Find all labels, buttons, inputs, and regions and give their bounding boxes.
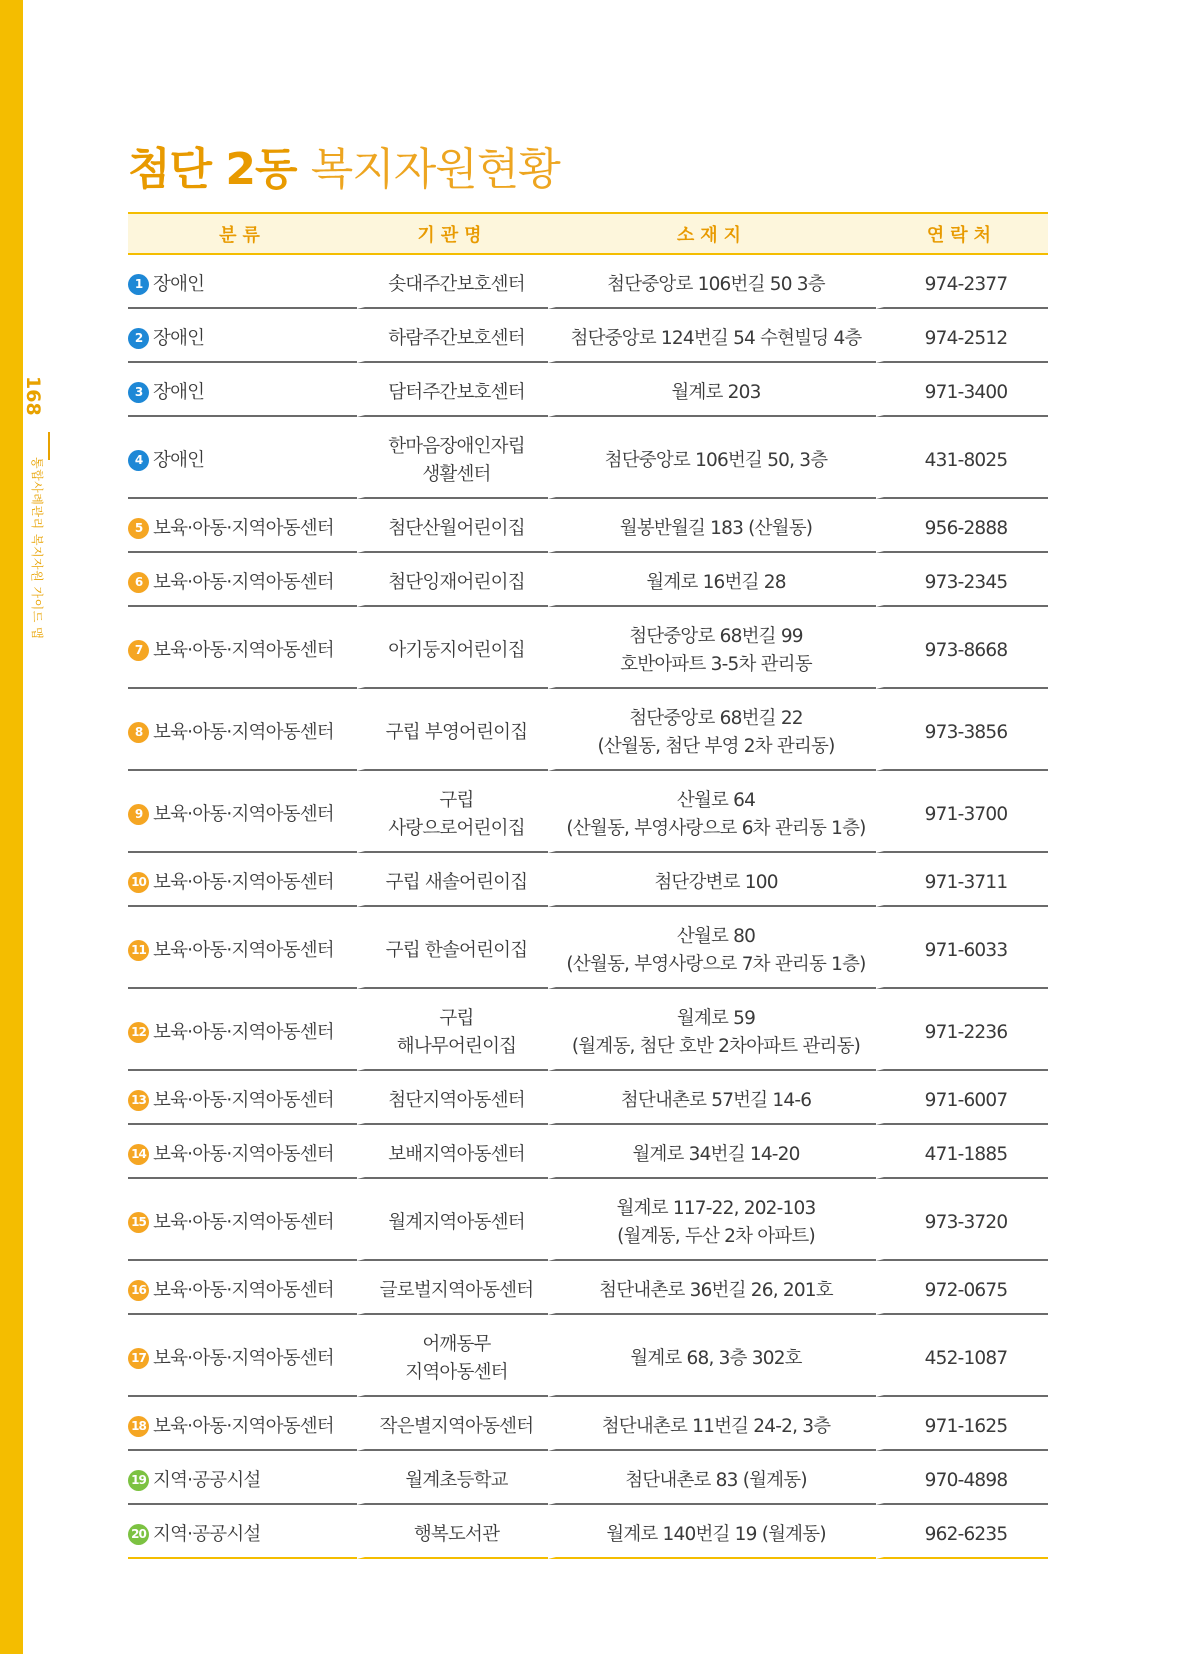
contact-cell: 971-2236 bbox=[876, 989, 1048, 1071]
edge-color-bar bbox=[0, 0, 23, 1654]
address-cell bbox=[548, 255, 876, 309]
row-number-badge: 3 bbox=[128, 382, 149, 403]
address-line: 첨단중앙로 68번길 99 bbox=[629, 626, 803, 647]
category-cell bbox=[128, 1071, 357, 1125]
address-cell bbox=[548, 553, 876, 607]
institution-name-line: 글로벌지역아동센터 bbox=[379, 1280, 534, 1301]
category-cell bbox=[128, 309, 357, 363]
address-line: 첨단내촌로 83 (월계동) bbox=[625, 1470, 807, 1491]
address-line: 첨단내촌로 11번길 24-2, 3층 bbox=[601, 1416, 831, 1437]
row-number-badge: 2 bbox=[128, 328, 149, 349]
table-body bbox=[128, 255, 1048, 1559]
address-line: (산월동, 부영사랑으로 6차 관리동 1층) bbox=[566, 818, 866, 839]
institution-cell bbox=[357, 853, 548, 907]
institution-cell bbox=[357, 309, 548, 363]
category-label: 보육·아동·지역아동센터 bbox=[153, 1280, 334, 1301]
address-line: 월계로 117-22, 202-103 bbox=[616, 1198, 816, 1219]
welfare-resource-table bbox=[128, 212, 1048, 1559]
institution-name-line: 솟대주간보호센터 bbox=[388, 274, 525, 295]
resource-table-container bbox=[128, 212, 1048, 1559]
institution-cell bbox=[357, 1261, 548, 1315]
institution-name-line: 해나무어린이집 bbox=[396, 1036, 517, 1057]
category-cell bbox=[128, 907, 357, 989]
category-label: 지역·공공시설 bbox=[153, 1470, 261, 1491]
category-cell bbox=[128, 689, 357, 771]
institution-cell bbox=[357, 1179, 548, 1261]
institution-cell bbox=[357, 363, 548, 417]
institution-cell bbox=[357, 1505, 548, 1559]
row-number-badge: 7 bbox=[128, 640, 149, 661]
category-cell bbox=[128, 417, 357, 499]
category-cell bbox=[128, 1179, 357, 1261]
institution-cell bbox=[357, 607, 548, 689]
table-row bbox=[128, 1261, 1048, 1315]
address-line: 월계로 68, 3층 302호 bbox=[630, 1348, 802, 1369]
institution-cell bbox=[357, 499, 548, 553]
category-cell bbox=[128, 1261, 357, 1315]
institution-cell bbox=[357, 771, 548, 853]
institution-name-line: 지역아동센터 bbox=[405, 1362, 508, 1383]
row-number-badge: 13 bbox=[128, 1090, 149, 1111]
institution-name-line: 사랑으로어린이집 bbox=[388, 818, 525, 839]
address-line: (월계동, 두산 2차 아파트) bbox=[617, 1226, 815, 1247]
address-line: 첨단중앙로 124번길 54 수현빌딩 4층 bbox=[570, 328, 862, 349]
institution-name-line: 행복도서관 bbox=[413, 1524, 500, 1545]
category-label: 보육·아동·지역아동센터 bbox=[153, 940, 334, 961]
institution-name-line: 생활센터 bbox=[422, 464, 491, 485]
address-cell bbox=[548, 1179, 876, 1261]
contact-cell: 973-3856 bbox=[876, 689, 1048, 771]
table-row bbox=[128, 989, 1048, 1071]
address-cell bbox=[548, 1125, 876, 1179]
category-cell bbox=[128, 1397, 357, 1451]
table-row bbox=[128, 1315, 1048, 1397]
side-running-title: 통합사례관리 복지자원 가이드 맵 bbox=[30, 457, 44, 640]
table-row bbox=[128, 1179, 1048, 1261]
row-number-badge: 4 bbox=[128, 450, 149, 471]
address-cell bbox=[548, 607, 876, 689]
contact-cell: 973-3720 bbox=[876, 1179, 1048, 1261]
address-line: (산월동, 부영사랑으로 7차 관리동 1층) bbox=[566, 954, 866, 975]
address-line: 산월로 64 bbox=[676, 790, 756, 811]
row-number-badge: 15 bbox=[128, 1212, 149, 1233]
address-line: 월계로 59 bbox=[676, 1008, 756, 1029]
row-number-badge: 17 bbox=[128, 1348, 149, 1369]
row-number-badge: 1 bbox=[128, 274, 149, 295]
institution-name-line: 구립 부영어린이집 bbox=[385, 722, 528, 743]
contact-cell: 973-2345 bbox=[876, 553, 1048, 607]
category-cell bbox=[128, 363, 357, 417]
address-cell bbox=[548, 907, 876, 989]
institution-name-line: 구립 bbox=[439, 1008, 474, 1029]
header-address: 소재지 bbox=[548, 212, 876, 255]
institution-cell bbox=[357, 689, 548, 771]
page-number: 168 bbox=[22, 376, 44, 416]
address-cell bbox=[548, 1451, 876, 1505]
table-row bbox=[128, 255, 1048, 309]
row-number-badge: 8 bbox=[128, 722, 149, 743]
header-contact: 연락처 bbox=[876, 212, 1048, 255]
institution-name-line: 월계초등학교 bbox=[405, 1470, 508, 1491]
address-line: 호반아파트 3-5차 관리동 bbox=[620, 654, 812, 675]
address-line: 첨단중앙로 68번길 22 bbox=[629, 708, 803, 729]
row-number-badge: 9 bbox=[128, 804, 149, 825]
table-row bbox=[128, 1397, 1048, 1451]
contact-cell: 431-8025 bbox=[876, 417, 1048, 499]
contact-cell: 974-2512 bbox=[876, 309, 1048, 363]
institution-cell bbox=[357, 1125, 548, 1179]
address-cell bbox=[548, 1071, 876, 1125]
address-cell bbox=[548, 853, 876, 907]
row-number-badge: 6 bbox=[128, 572, 149, 593]
contact-cell: 452-1087 bbox=[876, 1315, 1048, 1397]
category-label: 보육·아동·지역아동센터 bbox=[153, 518, 334, 539]
category-cell bbox=[128, 853, 357, 907]
address-cell bbox=[548, 771, 876, 853]
row-number-badge: 12 bbox=[128, 1022, 149, 1043]
table-row bbox=[128, 1071, 1048, 1125]
address-cell bbox=[548, 309, 876, 363]
table-header-row bbox=[128, 212, 1048, 255]
row-number-badge: 18 bbox=[128, 1416, 149, 1437]
institution-cell bbox=[357, 1397, 548, 1451]
table-row bbox=[128, 907, 1048, 989]
institution-name-line: 담터주간보호센터 bbox=[388, 382, 525, 403]
table-row bbox=[128, 363, 1048, 417]
category-cell bbox=[128, 1451, 357, 1505]
header-institution: 기관명 bbox=[357, 212, 548, 255]
row-number-badge: 20 bbox=[128, 1524, 149, 1545]
row-number-badge: 10 bbox=[128, 872, 149, 893]
address-line: (산월동, 첨단 부영 2차 관리동) bbox=[597, 736, 835, 757]
address-cell bbox=[548, 1505, 876, 1559]
category-label: 장애인 bbox=[153, 328, 205, 349]
address-cell bbox=[548, 1397, 876, 1451]
category-label: 보육·아동·지역아동센터 bbox=[153, 872, 334, 893]
category-label: 보육·아동·지역아동센터 bbox=[153, 640, 334, 661]
category-label: 보육·아동·지역아동센터 bbox=[153, 722, 334, 743]
category-cell bbox=[128, 989, 357, 1071]
table-row bbox=[128, 553, 1048, 607]
row-number-badge: 5 bbox=[128, 518, 149, 539]
address-line: 월계로 16번길 28 bbox=[646, 572, 786, 593]
category-label: 장애인 bbox=[153, 450, 205, 471]
category-cell bbox=[128, 607, 357, 689]
table-row bbox=[128, 771, 1048, 853]
category-cell bbox=[128, 553, 357, 607]
page-title-light: 복지자원현황 bbox=[310, 144, 560, 195]
address-cell bbox=[548, 363, 876, 417]
category-cell bbox=[128, 771, 357, 853]
address-line: 산월로 80 bbox=[676, 926, 756, 947]
institution-cell bbox=[357, 1451, 548, 1505]
address-cell bbox=[548, 499, 876, 553]
row-number-badge: 19 bbox=[128, 1470, 149, 1491]
address-cell bbox=[548, 1261, 876, 1315]
institution-cell bbox=[357, 907, 548, 989]
page-title-bold: 첨단 2동 bbox=[128, 144, 297, 195]
table-row bbox=[128, 499, 1048, 553]
address-line: 첨단내촌로 36번길 26, 201호 bbox=[599, 1280, 833, 1301]
address-line: 월계로 140번길 19 (월계동) bbox=[606, 1524, 826, 1545]
address-cell bbox=[548, 689, 876, 771]
address-line: 월봉반월길 183 (산월동) bbox=[619, 518, 813, 539]
header-category: 분류 bbox=[128, 212, 357, 255]
category-cell bbox=[128, 1125, 357, 1179]
category-label: 장애인 bbox=[153, 274, 205, 295]
category-cell bbox=[128, 1505, 357, 1559]
institution-name-line: 작은별지역아동센터 bbox=[379, 1416, 534, 1437]
contact-cell: 971-3711 bbox=[876, 853, 1048, 907]
institution-cell bbox=[357, 1315, 548, 1397]
row-number-badge: 14 bbox=[128, 1144, 149, 1165]
category-label: 지역·공공시설 bbox=[153, 1524, 261, 1545]
side-divider bbox=[48, 432, 50, 460]
institution-cell bbox=[357, 553, 548, 607]
institution-name-line: 한마음장애인자립 bbox=[388, 436, 525, 457]
institution-name-line: 보배지역아동센터 bbox=[388, 1144, 525, 1165]
institution-name-line: 구립 새솔어린이집 bbox=[385, 872, 528, 893]
table-row bbox=[128, 607, 1048, 689]
table-row bbox=[128, 1451, 1048, 1505]
contact-cell: 971-3400 bbox=[876, 363, 1048, 417]
table-row bbox=[128, 689, 1048, 771]
contact-cell: 974-2377 bbox=[876, 255, 1048, 309]
contact-cell: 973-8668 bbox=[876, 607, 1048, 689]
table-row bbox=[128, 1125, 1048, 1179]
category-label: 장애인 bbox=[153, 382, 205, 403]
contact-cell: 972-0675 bbox=[876, 1261, 1048, 1315]
category-cell bbox=[128, 1315, 357, 1397]
address-line: 첨단강변로 100 bbox=[654, 872, 778, 893]
contact-cell: 962-6235 bbox=[876, 1505, 1048, 1559]
institution-cell bbox=[357, 1071, 548, 1125]
institution-cell bbox=[357, 989, 548, 1071]
institution-cell bbox=[357, 417, 548, 499]
address-cell bbox=[548, 417, 876, 499]
address-line: 월계로 203 bbox=[671, 382, 761, 403]
address-line: 첨단중앙로 106번길 50 3층 bbox=[607, 274, 825, 295]
institution-name-line: 첨단잉재어린이집 bbox=[388, 572, 525, 593]
contact-cell: 971-6007 bbox=[876, 1071, 1048, 1125]
row-number-badge: 16 bbox=[128, 1280, 149, 1301]
category-label: 보육·아동·지역아동센터 bbox=[153, 572, 334, 593]
institution-name-line: 하람주간보호센터 bbox=[388, 328, 525, 349]
table-row bbox=[128, 1505, 1048, 1559]
institution-name-line: 첨단지역아동센터 bbox=[388, 1090, 525, 1111]
category-cell bbox=[128, 255, 357, 309]
contact-cell: 971-6033 bbox=[876, 907, 1048, 989]
category-label: 보육·아동·지역아동센터 bbox=[153, 1416, 334, 1437]
institution-name-line: 구립 bbox=[439, 790, 474, 811]
institution-name-line: 어깨동무 bbox=[422, 1334, 491, 1355]
address-line: 월계로 34번길 14-20 bbox=[632, 1144, 800, 1165]
category-label: 보육·아동·지역아동센터 bbox=[153, 1090, 334, 1111]
contact-cell: 971-1625 bbox=[876, 1397, 1048, 1451]
category-label: 보육·아동·지역아동센터 bbox=[153, 804, 334, 825]
category-label: 보육·아동·지역아동센터 bbox=[153, 1348, 334, 1369]
address-line: 첨단중앙로 106번길 50, 3층 bbox=[604, 450, 828, 471]
table-row bbox=[128, 853, 1048, 907]
category-label: 보육·아동·지역아동센터 bbox=[153, 1144, 334, 1165]
institution-name-line: 첨단산월어린이집 bbox=[388, 518, 525, 539]
address-cell bbox=[548, 989, 876, 1071]
contact-cell: 471-1885 bbox=[876, 1125, 1048, 1179]
table-row bbox=[128, 417, 1048, 499]
table-row bbox=[128, 309, 1048, 363]
institution-name-line: 구립 한솔어린이집 bbox=[385, 940, 528, 961]
address-line: (월계동, 첨단 호반 2차아파트 관리동) bbox=[571, 1036, 861, 1057]
contact-cell: 956-2888 bbox=[876, 499, 1048, 553]
contact-cell: 970-4898 bbox=[876, 1451, 1048, 1505]
address-line: 첨단내촌로 57번길 14-6 bbox=[620, 1090, 812, 1111]
category-label: 보육·아동·지역아동센터 bbox=[153, 1022, 334, 1043]
address-cell bbox=[548, 1315, 876, 1397]
page-title bbox=[128, 140, 560, 200]
category-label: 보육·아동·지역아동센터 bbox=[153, 1212, 334, 1233]
institution-cell bbox=[357, 255, 548, 309]
institution-name-line: 월계지역아동센터 bbox=[388, 1212, 525, 1233]
row-number-badge: 11 bbox=[128, 940, 149, 961]
category-cell bbox=[128, 499, 357, 553]
contact-cell: 971-3700 bbox=[876, 771, 1048, 853]
institution-name-line: 아기둥지어린이집 bbox=[388, 640, 525, 661]
